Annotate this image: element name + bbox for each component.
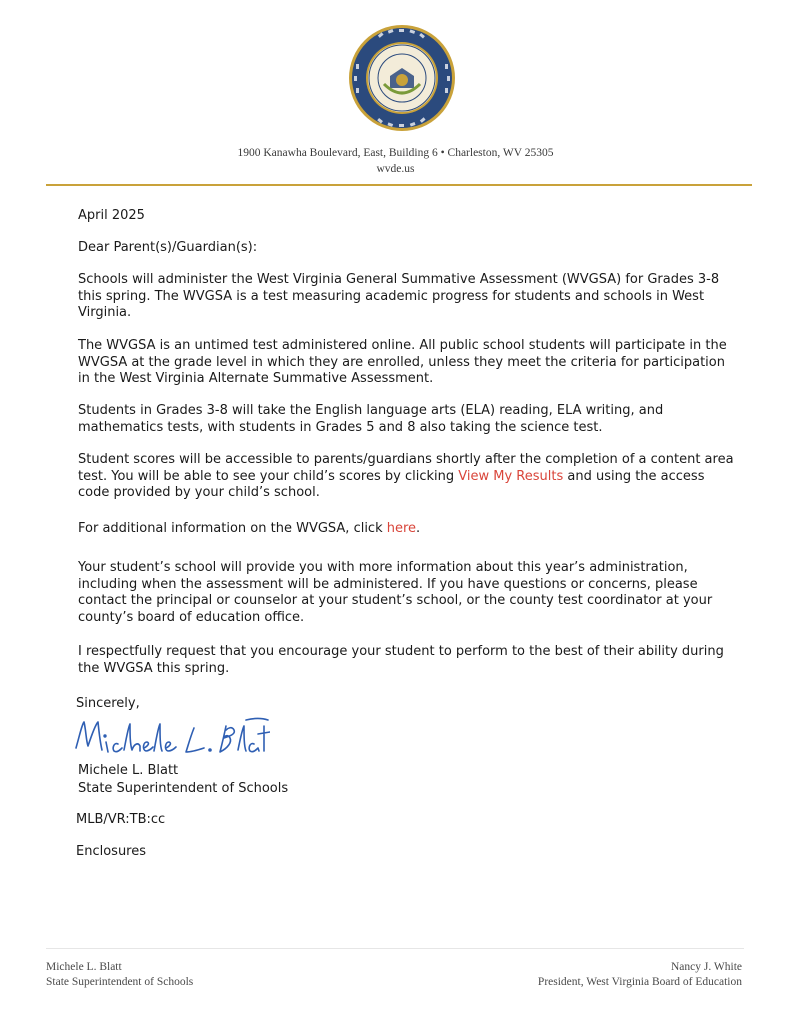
- paragraph-5-text-end: .: [416, 521, 421, 536]
- footer-left-title: State Superintendent of Schools: [46, 976, 194, 988]
- letter-paragraph-1: Schools will administer the West Virginia General Summative Assessment (WVGSA) for Grades 3-8 this spring. The WVGSA is a test measuring academic progress for students and schools in West Virginia.: [78, 272, 720, 320]
- footer-left: [46, 960, 193, 990]
- letter-initials: MLB/VR:TB:cc: [76, 812, 166, 827]
- letterhead-website: wvde.us: [376, 163, 415, 175]
- letter-enclosures: Enclosures: [76, 844, 147, 859]
- footer-left-name: Michele L. Blatt: [46, 961, 122, 973]
- footer-divider: [46, 948, 744, 949]
- handwritten-signature: [70, 712, 270, 762]
- footer-right: [538, 960, 742, 990]
- paragraph-4-text-end: and using the access code provided by your child’s school.: [78, 468, 705, 500]
- letter-salutation: Dear Parent(s)/Guardian(s):: [78, 240, 258, 255]
- letterhead-divider: [46, 184, 752, 186]
- paragraph-4-text-start: Student scores will be accessible to parents/guardians shortly after the completion of a content area test. You will be able to see your child’s scores by clicking: [78, 452, 734, 484]
- view-my-results-link[interactable]: View My Results: [458, 468, 564, 484]
- letter-date: April 2025: [78, 208, 145, 223]
- letter-paragraph-7: I respectfully request that you encourage your student to perform to the best of their ability during the WVGSA this spring.: [78, 644, 724, 676]
- signer-name: Michele L. Blatt: [78, 763, 179, 778]
- footer-right-name: Nancy J. White: [670, 961, 742, 973]
- wvgsa-info-link[interactable]: here: [386, 521, 417, 536]
- footer-right-title: President, West Virginia Board of Education: [537, 976, 742, 988]
- letter-paragraph-3: Students in Grades 3-8 will take the English language arts (ELA) reading, ELA writing, and mathematics tests, with students in Grades 5 and 8 also taking the science test.: [78, 403, 664, 435]
- signer-title: State Superintendent of Schools: [78, 781, 289, 796]
- letter-paragraph-4: [78, 452, 738, 502]
- letter-paragraph-6: Your student’s school will provide you with more information about this year’s administration, including when the assessment will be administered. If you have questions or concerns, please contact the principal or counselor at your student’s school, or the county test coordinator at your county’s board of education office.: [78, 560, 713, 625]
- paragraph-5-text-start: For additional information on the WVGSA, click: [78, 521, 387, 536]
- letter-closing: Sincerely,: [76, 696, 140, 711]
- letter-paragraph-2: The WVGSA is an untimed test administered online. All public school students will participate in the WVGSA at the grade level in which they are enrolled, unless they meet the criteria for participation in the West Virginia Alternate Summative Assessment.: [78, 338, 727, 386]
- letter-paragraph-5: [78, 521, 738, 538]
- wv-education-seal-icon: [348, 24, 456, 132]
- letterhead-address: 1900 Kanawha Boulevard, East, Building 6 • Charleston, WV 25305: [237, 147, 554, 159]
